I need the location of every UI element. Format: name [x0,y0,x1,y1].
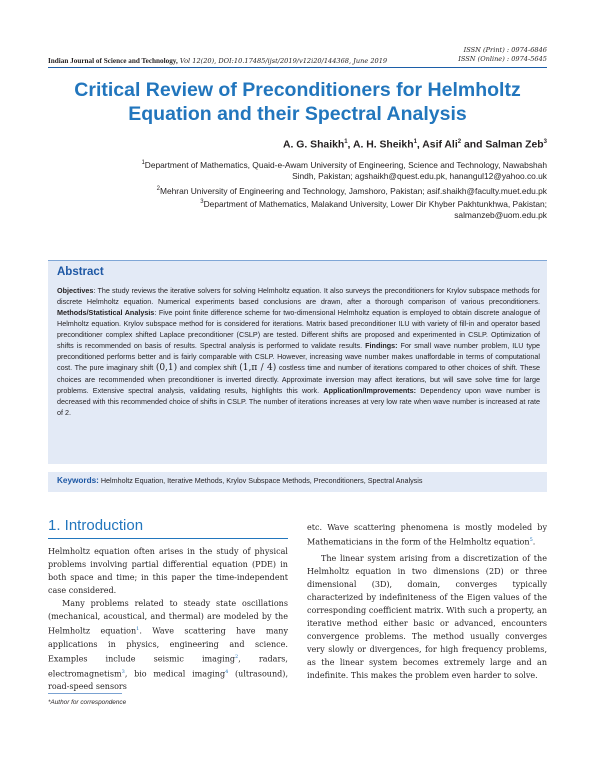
findings-text: costless time and number of iterations compared to other choices of shift. These choices are recommended when preconditioner is inverted directly. Approximate inversion may affect iterations, but will save solve time for large problems. Extensive spectral analysis, validating results, highlights this work. [57,363,540,395]
pure-shift-formula: (0,1) [155,363,178,373]
body-column-left [48,545,288,694]
author-affiliation-mark: 1 [413,139,417,145]
abstract-heading: Abstract [57,266,104,278]
author-name: Salman Zeb [485,139,544,151]
paragraph-text: . [532,537,536,547]
footnote-rule [48,693,122,694]
author-name: Asif Ali [422,139,458,151]
paragraph: The linear system arising from a discretization of the Helmholtz equation in two dimensions (2D) or three dimensional (3D), domain, converges typically characterized by indefiniteness of the Eigen values of the corresponding coefficient matrix. With such a property, an iterative method either basic or advanced, encounters convergence problems. The method usually converges very slowly or divergences, for high frequency problems, as the linear system becomes extremely large and an indefinite. This makes the problem even harder to solve. [307,553,547,681]
affiliation-text: salmanzeb@uom.edu.pk [454,210,547,220]
citation-link[interactable]: 3 [121,668,125,675]
paragraph-text: etc. Wave scattering phenomena is mostly modeled by Mathematicians in the form of the Helmholtz equation [307,523,547,547]
affiliation-mark: 1 [141,160,145,166]
author-list: A. G. Shaikh$^1$, A. H. Sheikh$^1$, Asif Ali$^2$ and Salman Zeb$^3$ [283,139,547,151]
findings-label: Findings: [365,341,398,350]
affiliation-mark: 2 [156,186,161,192]
affiliation-text: Department of Mathematics, Malakand University, Lower Dir Khyber Pakhtunkhwa, Pakistan; [203,198,547,209]
author-name: A. G. Shaikh [283,139,345,151]
affiliation-text: Department of Mathematics, Quaid-e-Awam University of Engineering, Science and Technology, Nawabshah [144,159,547,170]
issn-online: ISSN (Online) : 0974-5645 [458,55,547,63]
footnote: *Author for correspondence [48,699,127,706]
keywords [57,476,422,485]
keywords-label: Keywords: [57,476,99,485]
paragraph-text: , radars, electromagnetism [48,654,288,679]
affiliation-2 [67,184,547,197]
objectives-label: Objectives [57,286,94,295]
application-text: Dependency upon wave number is decreased with this recommended choice of shifts in CSLP. The number of iterations increases at very low rate when wave number is increased at rate of 2. [57,386,540,417]
paragraph: Helmholtz equation often arises in the study of physical problems involving partial differential equation (PDE) in both space and time; in this paper the time-independent case considered. [48,547,288,596]
paragraph [48,597,288,693]
affiliation-1 [67,158,547,182]
citation-link[interactable]: 2 [235,654,239,661]
author-affiliation-mark: 1 [344,139,348,145]
application-label: Application/Improvements: [323,386,417,395]
issn-print: ISSN (Print) : 0974-6846 [463,46,547,54]
author-affiliation-mark: 2 [457,139,462,145]
objectives-text: : The study reviews the iterative solvers for solving Helmholtz equation. It also surveys the preconditioners for Krylov subspace methods for discrete Helmholtz equation. Numerical experiments based conclusions are drawn, after a thorough comparison of various preconditioners. [57,286,540,306]
journal-name: Indian Journal of Science and Technology, [48,57,178,65]
section-heading-introduction: 1. Introduction [48,517,144,534]
title-line-1: Critical Review of Preconditioners for Helmholtz [74,79,521,101]
author-affiliation-mark: 3 [543,139,547,145]
citation-link[interactable]: 4 [225,668,229,675]
journal-citation [48,57,387,65]
keywords-text: Helmholtz Equation, Iterative Methods, Krylov Subspace Methods, Preconditioners, Spectral Analysis [100,476,423,485]
findings-text: and complex shift [177,363,240,372]
citation-link[interactable]: 5 [529,537,533,544]
findings-text: For small wave number problem, ILU type preconditioned performs better and is fairly comparable with CSLP. However, increasing wave number makes unaffordable in terms of computational cost. The pure imaginary shift [57,341,540,372]
affiliation-3 [67,197,547,221]
header-rule [48,67,547,68]
title-line-2: Equation and their Spectral Analysis [128,103,467,125]
paragraph-text: Many problems related to steady state oscillations (mechanical, acoustical, and thermal) are modeled by the Helmholtz equation [48,599,288,636]
paragraph-text: , bio medical imaging [124,669,226,679]
affiliation-text: Sindh, Pakistan; agshaikh@quest.edu.pk, hanangul12@yahoo.co.uk [292,171,547,181]
author-name: A. H. Sheikh [352,139,414,151]
abstract-body [57,285,540,418]
section-rule [48,538,288,539]
affiliation-text: Mehran University of Engineering and Technology, Jamshoro, Pakistan; asif.shaikh@faculty.muet.edu.pk [160,185,547,196]
paper-title [48,78,547,126]
complex-shift-formula: (1,π / 4) [239,363,277,373]
author-conjunction: and [463,139,483,151]
methods-text: : Five point finite difference scheme for two-dimensional Helmholtz equation is employed to obtain discrete analogue of Helmholtz equation. Krylov subspace method for is considered for iterations. Matrix based preconditioner ILU with variety of fill-in and operator based preconditioner complex shifted Laplace preconditioner (CSLP) are tested. Different shifts are proposed and experimented in CSLP. Optimization of shifts is recommended on basis of results. Spectral analysis is performed to validate results. [57,308,540,350]
affiliation-mark: 3 [200,199,204,205]
citation-link[interactable]: 1 [136,626,140,633]
paragraph [307,521,547,549]
paragraph-text: . Wave scattering have many applications in physics, engineering and science. Examples include seismic imaging [48,626,288,664]
journal-details: Vol 12(20), DOI:10.17485/ijst/2019/v12i20/144368, June 2019 [179,57,388,65]
methods-label: Methods/Statistical Analysis [57,308,155,317]
body-column-right [307,521,547,682]
paragraph-text: (ultrasound), road-speed sensors [48,669,288,692]
